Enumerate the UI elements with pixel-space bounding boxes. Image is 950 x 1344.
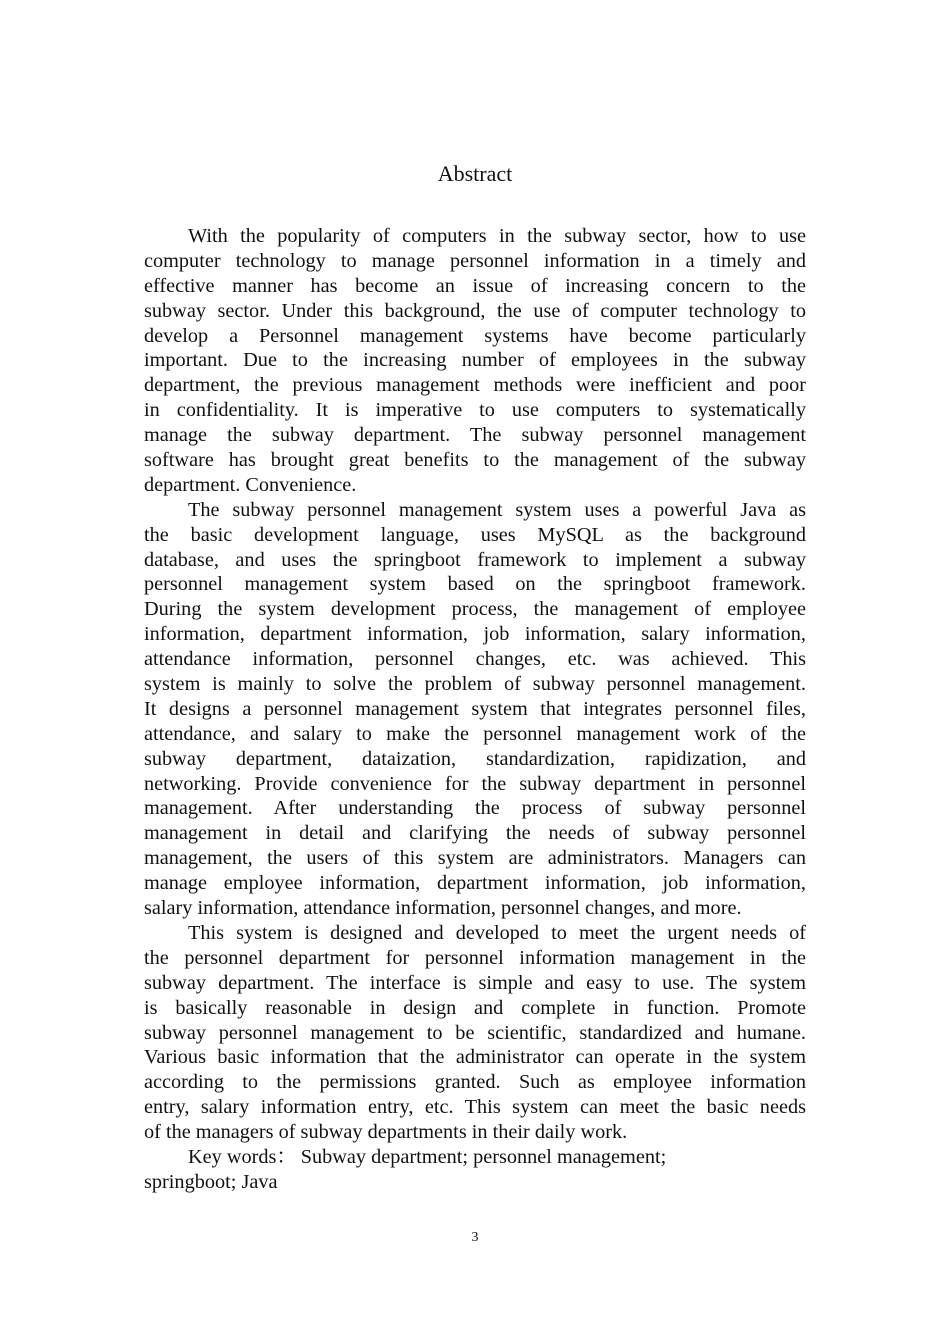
- text-line: department. Convenience.: [144, 473, 357, 496]
- text-line: subway personnel management to be scientific, standardized and humane.: [144, 1021, 806, 1044]
- text-line: database, and uses the springboot framework to implement a subway: [144, 548, 806, 571]
- text-line: management, the users of this system are administrators. Managers can: [144, 847, 806, 870]
- keywords-values: Subway department; personnel management;: [300, 1145, 667, 1168]
- text-line: in confidentiality. It is imperative to use computers to systematically: [144, 399, 806, 422]
- abstract-body: [144, 224, 806, 1195]
- text-line: personnel management system based on the springboot framework.: [144, 573, 806, 596]
- keywords-line-1: [144, 1145, 806, 1170]
- text-line: salary information, attendance information, personnel changes, and more.: [144, 897, 742, 920]
- text-line: attendance information, personnel changes, etc. was achieved. This: [144, 648, 806, 671]
- text-line: the basic development language, uses MySQL as the background: [144, 523, 806, 546]
- text-line: subway department. The interface is simple and easy to use. The system: [144, 971, 806, 994]
- text-line: With the popularity of computers in the subway sector, how to use: [188, 225, 806, 247]
- text-line: entry, salary information entry, etc. This system can meet the basic needs: [144, 1096, 806, 1119]
- text-line: computer technology to manage personnel information in a timely and: [144, 249, 806, 272]
- text-line: subway department, dataization, standardization, rapidization, and: [144, 747, 806, 770]
- text-line: according to the permissions granted. Such as employee information: [144, 1071, 806, 1094]
- abstract-paragraph-1: [144, 224, 806, 498]
- text-line: information, department information, job information, salary information,: [144, 623, 806, 646]
- text-line: software has brought great benefits to the management of the subway: [144, 449, 806, 472]
- text-line: The subway personnel management system uses a powerful Java as: [188, 498, 806, 521]
- text-line: subway sector. Under this background, the use of computer technology to: [144, 299, 806, 322]
- text-line: important. Due to the increasing number of employees in the subway: [144, 349, 806, 372]
- text-line: manage employee information, department information, job information,: [144, 872, 806, 895]
- text-line: the personnel department for personnel information management in the: [144, 946, 806, 969]
- text-line: Various basic information that the administrator can operate in the system: [144, 1046, 806, 1069]
- text-line: networking. Provide convenience for the subway department in personnel: [144, 772, 806, 795]
- text-line: It designs a personnel management system that integrates personnel files,: [144, 697, 806, 720]
- text-line: manage the subway department. The subway personnel management: [144, 424, 806, 447]
- text-line: department, the previous management methods were inefficient and poor: [144, 374, 806, 397]
- text-line: of the managers of subway departments in their daily work.: [144, 1121, 628, 1144]
- text-line: This system is designed and developed to meet the urgent needs of: [188, 921, 806, 944]
- page-title: Abstract: [437, 161, 513, 186]
- keywords: [144, 1145, 806, 1195]
- keywords-label: Key words：: [188, 1145, 297, 1168]
- text-line: management in detail and clarifying the needs of subway personnel: [144, 822, 806, 845]
- keywords-line-2: springboot; Java: [144, 1170, 278, 1193]
- text-line: During the system development process, the management of employee: [144, 598, 806, 621]
- text-line: is basically reasonable in design and complete in function. Promote: [144, 996, 806, 1019]
- text-line: attendance, and salary to make the personnel management work of the: [144, 722, 806, 745]
- text-line: management. After understanding the process of subway personnel: [144, 797, 806, 820]
- text-line: develop a Personnel management systems have become particularly: [144, 324, 806, 347]
- text-line: effective manner has become an issue of increasing concern to the: [144, 274, 806, 297]
- page-number: 3: [471, 1230, 479, 1245]
- abstract-paragraph-3: [144, 921, 806, 1145]
- abstract-paragraph-2: [144, 498, 806, 921]
- text-line: system is mainly to solve the problem of subway personnel management.: [144, 673, 806, 696]
